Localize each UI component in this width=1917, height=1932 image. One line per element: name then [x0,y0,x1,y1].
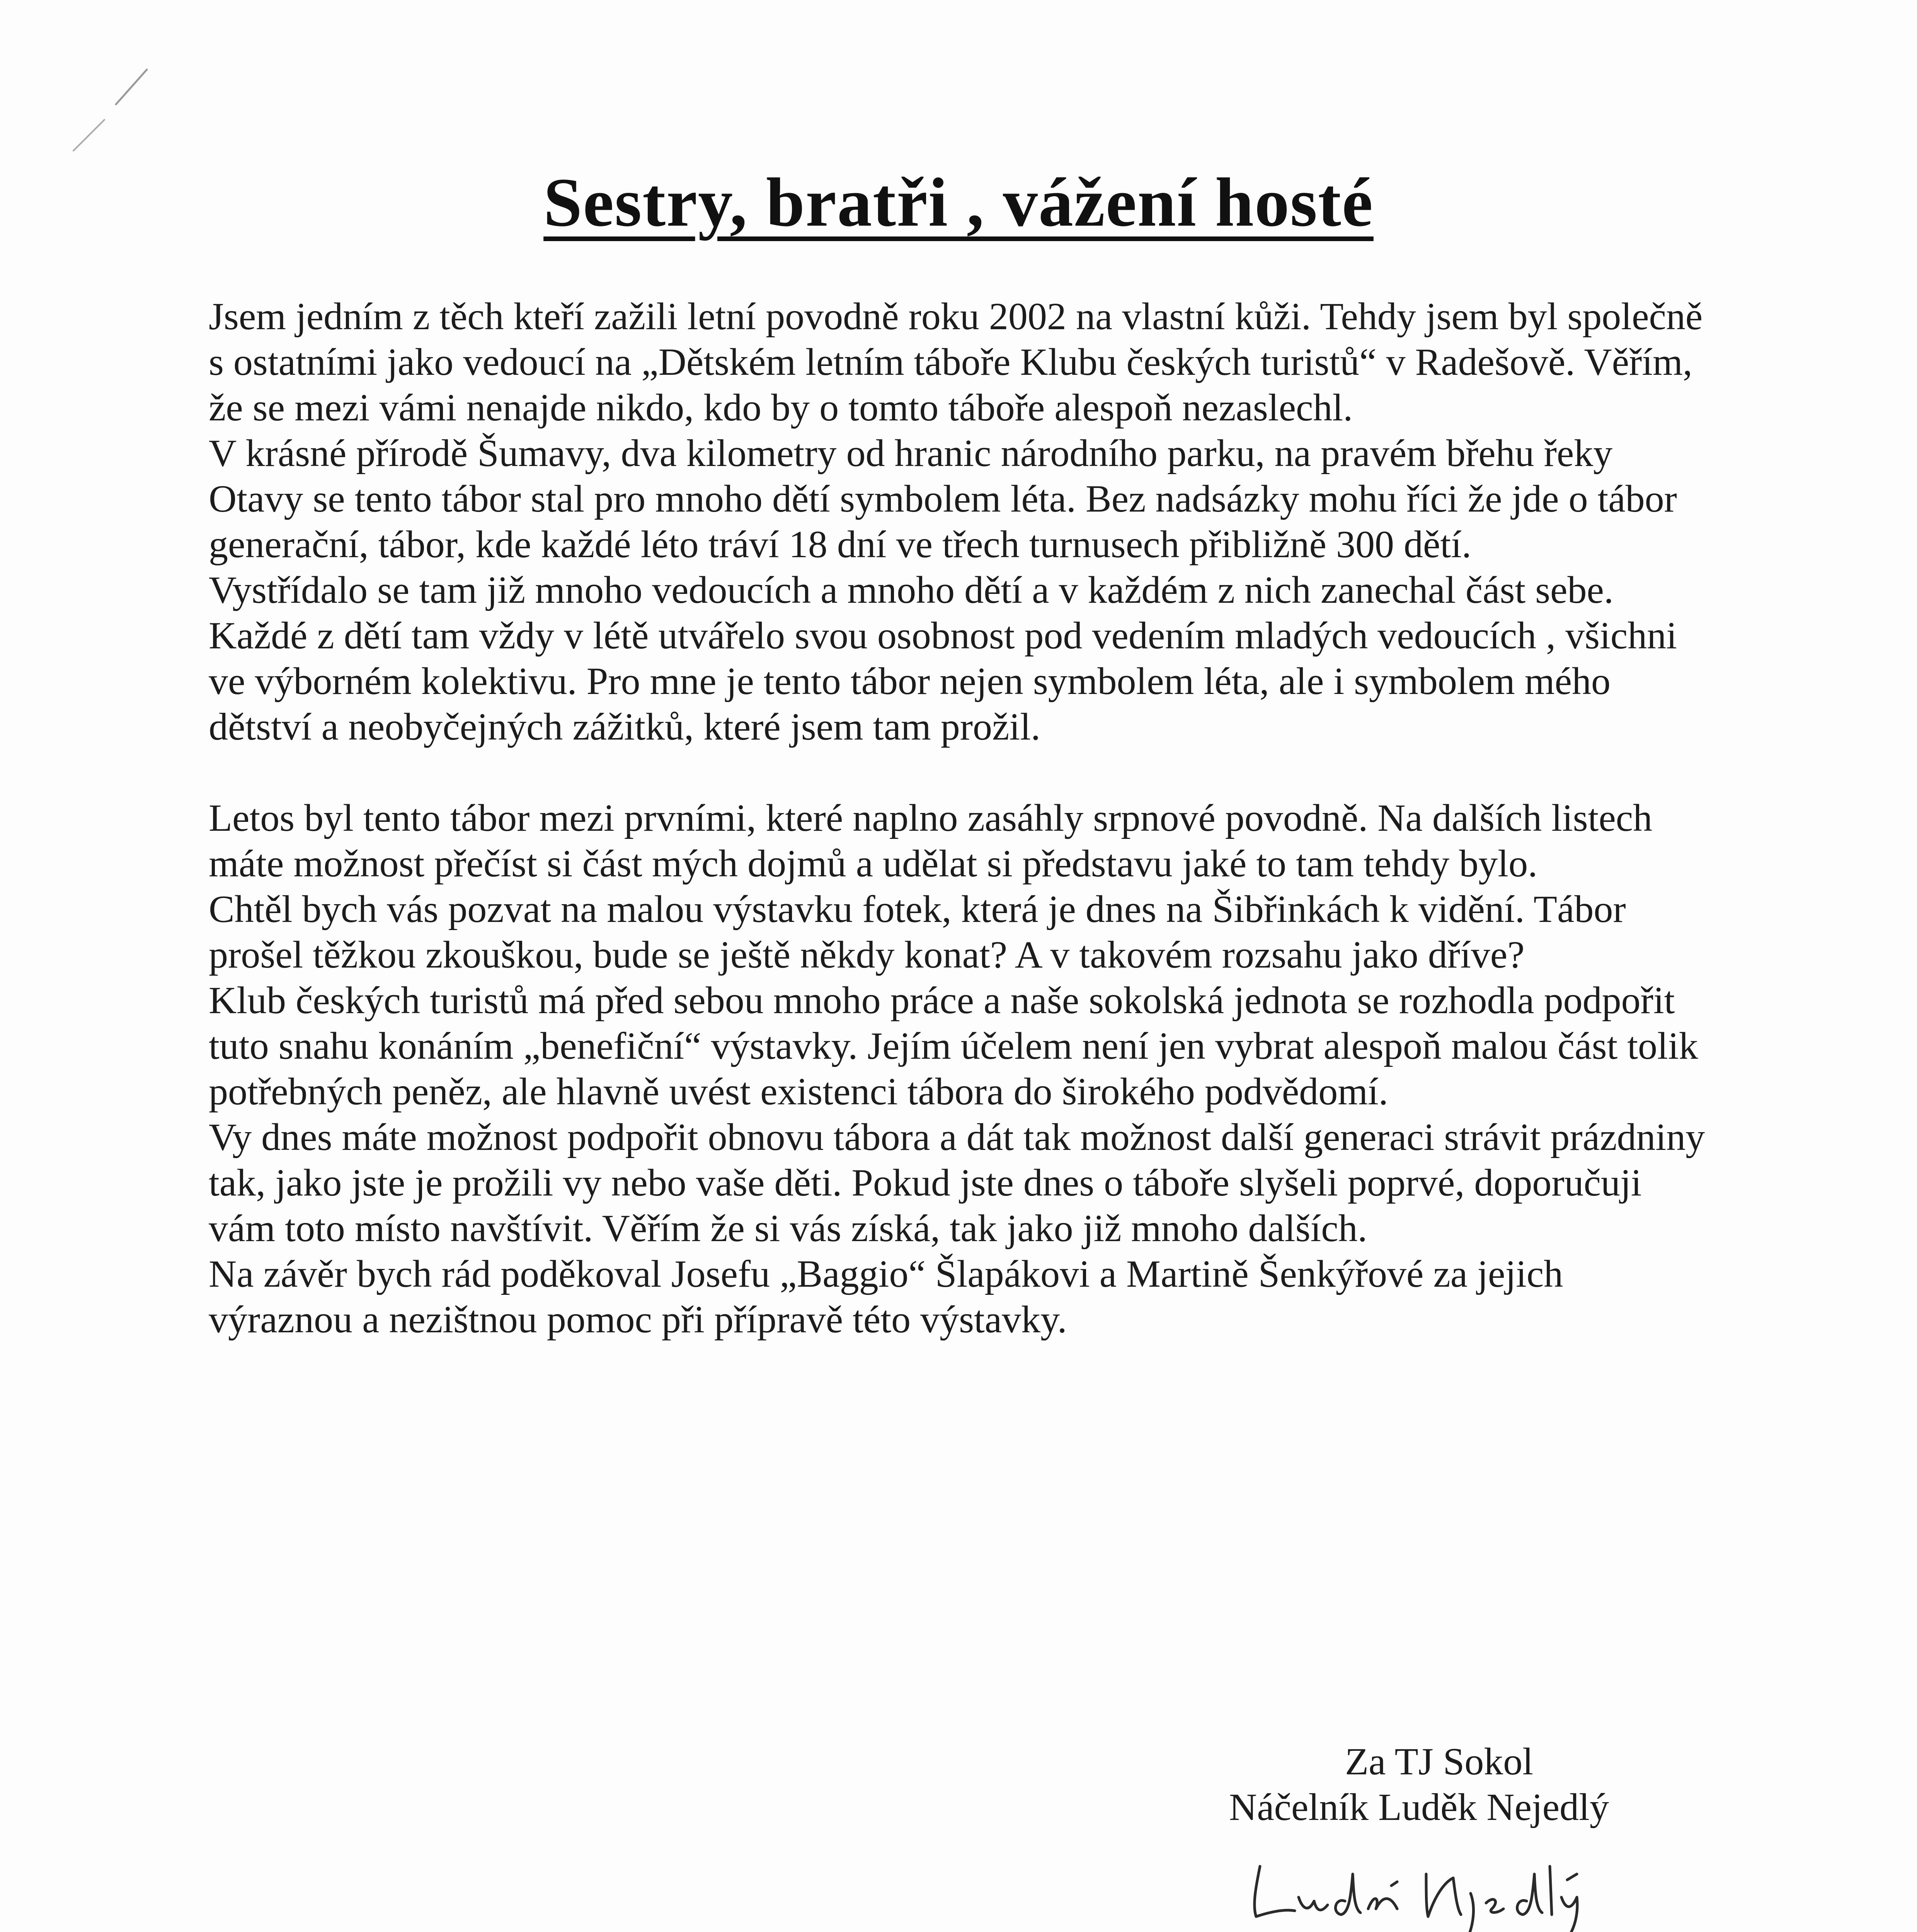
signature-name-title: Náčelník Luděk Nejedlý [1229,1786,1609,1828]
paragraph-8: Na závěr bych rád poděkoval Josefu „Baggio“ Šlapákovi a Martině Šenkýřové za jejich výraznou a nezištnou pomoc při přípravě této výstavky. [209,1252,1563,1341]
scan-scratch [58,58,158,158]
paragraph-7: Vy dnes máte možnost podpořit obnovu tábora a dát tak možnost další generaci strávit prázdniny tak, jako jste je prožili vy nebo vaše děti. Pokud jste dnes o táboře slyšeli poprvé, doporučuji vám toto místo navštívit. Věřím že si vás získá, tak jako již mnoho dalších. [209,1116,1705,1250]
paragraph-4: Letos byl tento tábor mezi prvními, které naplno zasáhly srpnové povodně. Na dalších listech máte možnost přečíst si část mých dojmů a udělat si představu jaké to tam tehdy bylo. [209,796,1653,885]
paragraph-6: Klub českých turistů má před sebou mnoho práce a naše sokolská jednota se rozhodla podpořit tuto snahu konáním „benefiční“ výstavky. Jejím účelem není jen vybrat alespoň malou část tolik potřebných peněz, ale hlavně uvést existenci tábora do širokého podvědomí. [209,979,1698,1113]
signature-block [1229,1739,1693,1830]
paragraph-5: Chtěl bych vás pozvat na malou výstavku fotek, která je dnes na Šibřinkách k vidění. Tábor prošel těžkou zkouškou, bude se ještě někdy konat? A v takovém rozsahu jako dříve? [209,888,1626,976]
handwritten-signature [1245,1851,1592,1932]
paragraph-2: V krásné přírodě Šumavy, dva kilometry od hranic národního parku, na pravém břehu řeky Otavy se tento tábor stal pro mnoho dětí symbolem léta. Bez nadsázky mohu říci že jde o tábor generační, tábor, kde každé léto tráví 18 dní ve třech turnusech přibližně 300 dětí. [209,432,1677,566]
paragraph-3: Vystřídalo se tam již mnoho vedoucích a mnoho dětí a v každém z nich zanechal část sebe. Každé z dětí tam vždy v létě utvářelo svou osobnost pod vedením mladých vedoucích , všichni ve výborném kolektivu. Pro mne je tento tábor nejen symbolem léta, ale i symbolem mého dětství a neobyčejných zážitků, které jsem tam prožil. [209,568,1677,748]
signature-organization: Za TJ Sokol [1345,1740,1534,1783]
document-title: Sestry, bratři , vážení hosté [543,164,1374,241]
letter-body [209,294,1708,1342]
paragraph-1: Jsem jedním z těch kteří zažili letní povodně roku 2002 na vlastní kůži. Tehdy jsem byl společně s ostatními jako vedoucí na „Dětském letním táboře Klubu českých turistů“ v Radešově. Věřím, že se mezi vámi nenajde nikdo, kdo by o tomto táboře alespoň nezaslechl. [209,295,1703,429]
